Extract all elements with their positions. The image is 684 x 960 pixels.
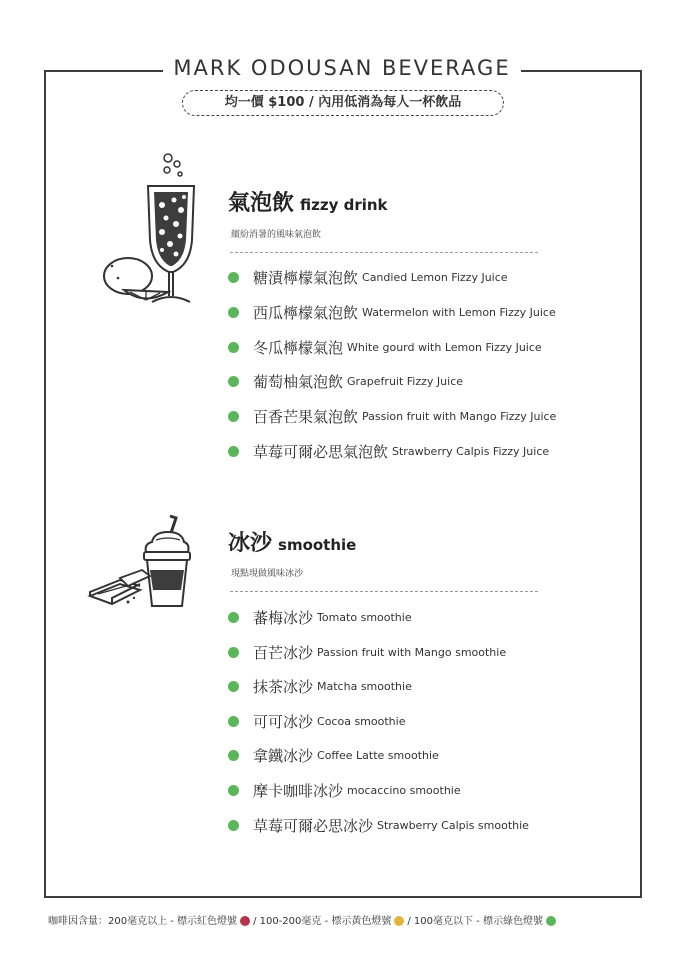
green-dot xyxy=(228,411,239,422)
price-note: 均一價 $100 / 內用低消為每人一杯飲品 xyxy=(182,90,504,116)
list-item: 冬瓜檸檬氣泡 White gourd with Lemon Fizzy Juice xyxy=(228,337,542,358)
divider xyxy=(230,252,538,253)
legend-text-yellow: / 100-200毫克 - 標示黃色燈號 xyxy=(253,916,392,927)
list-item: 可可冰沙 Cocoa smoothie xyxy=(228,711,405,732)
section-title-smoothie: 冰沙 smoothie xyxy=(228,531,357,556)
fizzy-glass-icon xyxy=(96,150,206,310)
legend-text-red: 咖啡因含量：200毫克以上 - 標示紅色燈號 xyxy=(48,916,238,927)
green-dot xyxy=(228,342,239,353)
green-dot xyxy=(228,272,239,283)
legend-text-green: / 100毫克以下 - 標示綠色燈號 xyxy=(407,916,543,927)
list-item: 葡萄柚氣泡飲 Grapefruit Fizzy Juice xyxy=(228,371,463,392)
green-dot xyxy=(228,681,239,692)
list-item: 草莓可爾必思氣泡飲 Strawberry Calpis Fizzy Juice xyxy=(228,441,549,462)
green-dot xyxy=(228,647,239,658)
red-dot xyxy=(240,916,250,926)
green-dot xyxy=(228,446,239,457)
list-item: 摩卡咖啡冰沙 mocaccino smoothie xyxy=(228,780,461,801)
green-dot xyxy=(228,750,239,761)
divider xyxy=(230,591,538,592)
section-desc-smoothie: 現點現做風味冰沙 xyxy=(231,569,304,579)
list-item: 拿鐵冰沙 Coffee Latte smoothie xyxy=(228,745,439,766)
yellow-dot xyxy=(394,916,404,926)
section-desc-fizzy: 繽紛消暑的風味氣泡飲 xyxy=(231,230,322,240)
list-item: 蕃梅冰沙 Tomato smoothie xyxy=(228,607,412,628)
green-dot xyxy=(228,376,239,387)
green-dot xyxy=(228,612,239,623)
green-dot xyxy=(228,307,239,318)
section-title-fizzy: 氣泡飲 fizzy drink xyxy=(228,191,388,216)
list-item: 百芒冰沙 Passion fruit with Mango smoothie xyxy=(228,642,506,663)
list-item: 抹茶冰沙 Matcha smoothie xyxy=(228,676,412,697)
caffeine-legend xyxy=(48,912,559,927)
green-dot xyxy=(228,820,239,831)
green-dot xyxy=(228,785,239,796)
list-item: 百香芒果氣泡飲 Passion fruit with Mango Fizzy Juice xyxy=(228,406,556,427)
list-item: 糖漬檸檬氣泡飲 Candied Lemon Fizzy Juice xyxy=(228,267,508,288)
green-dot xyxy=(546,916,556,926)
menu-title: MARK ODOUSAN BEVERAGE xyxy=(0,56,684,80)
list-item: 草莓可爾必思冰沙 Strawberry Calpis smoothie xyxy=(228,815,529,836)
list-item: 西瓜檸檬氣泡飲 Watermelon with Lemon Fizzy Juice xyxy=(228,302,556,323)
smoothie-cup-icon xyxy=(84,512,204,612)
green-dot xyxy=(228,716,239,727)
